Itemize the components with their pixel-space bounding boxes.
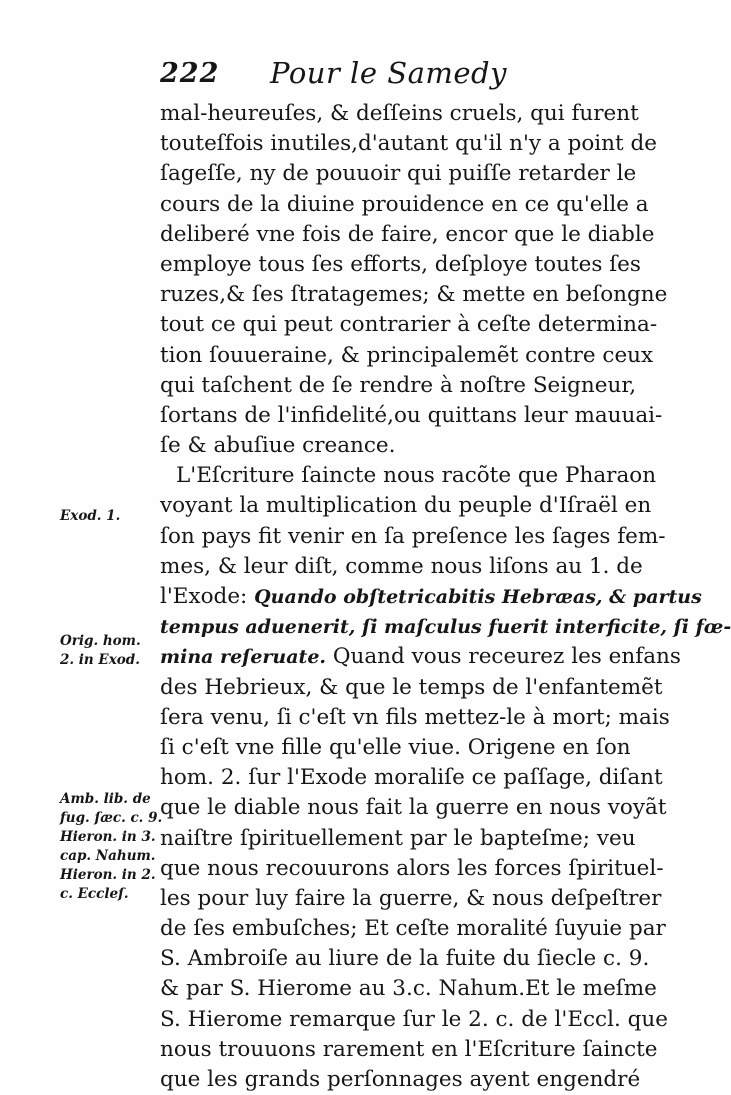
body-text bbox=[160, 99, 731, 1095]
text-line: ſon pays fit venir en ſa preſence les ſages fem- bbox=[160, 523, 666, 549]
running-head: Pour le Samedy bbox=[270, 56, 507, 90]
text-line: voyant la multiplication du peuple d'Iſraël en bbox=[160, 493, 652, 519]
page-number: 222 bbox=[160, 58, 220, 89]
page-header bbox=[160, 56, 580, 96]
text-segment: Quand vous receurez les enfans bbox=[326, 644, 681, 670]
text-line: les pour luy faire la guerre, & nous deſpeſtrer bbox=[160, 885, 662, 911]
latin-quote: tempus aduenerit, ſi maſculus fuerit interficite, ſi fœ- bbox=[160, 616, 731, 639]
text-line: touteſfois inutiles,d'autant qu'il n'y a point de bbox=[160, 131, 657, 157]
text-line: naiſtre ſpirituellement par le bapteſme; veu bbox=[160, 825, 636, 851]
text-line: que le diable nous fait la guerre en nous voyãt bbox=[160, 795, 667, 821]
margin-note-line: Orig. hom. bbox=[60, 633, 141, 649]
margin-note-line: cap. Nahum. bbox=[60, 848, 156, 864]
text-line: S. Hierome remarque ſur le 2. c. de l'Eccl. que bbox=[160, 1006, 668, 1032]
text-line bbox=[160, 612, 731, 642]
text-line bbox=[160, 582, 702, 612]
text-line: mes, & leur diſt, comme nous liſons au 1. de bbox=[160, 553, 643, 579]
margin-note-ambrose-jerome bbox=[60, 790, 163, 904]
margin-note-origen bbox=[60, 632, 156, 670]
margin-note-line: Exod. 1. bbox=[60, 508, 121, 524]
text-line: ſi c'eſt vne fille qu'elle viue. Origene en ſon bbox=[160, 734, 631, 760]
text-line: que nous recouurons alors les forces ſpirituel- bbox=[160, 855, 664, 881]
text-line: qui taſchent de ſe rendre à noſtre Seigneur, bbox=[160, 372, 637, 398]
text-line: ſageſſe, ny de pouuoir qui puiſſe retarder le bbox=[160, 161, 637, 187]
text-line: ruzes,& ſes ſtratagemes; & mette en beſongne bbox=[160, 282, 668, 308]
text-line: hom. 2. ſur l'Exode moraliſe ce paſſage, diſant bbox=[160, 765, 663, 791]
text-line: mal-heureuſes, & deſſeins cruels, qui furent bbox=[160, 101, 639, 126]
margin-note-line: c. Eccleſ. bbox=[60, 886, 129, 902]
text-line: nous trouuons rarement en l'Eſcriture ſaincte bbox=[160, 1036, 658, 1062]
margin-note-line: Hieron. in 3. bbox=[60, 829, 156, 845]
text-line: ſera venu, ſi c'eſt vn fils mettez-le à mort; mais bbox=[160, 704, 670, 730]
text-line: tion ſouueraine, & principalemẽt contre ceux bbox=[160, 342, 654, 368]
text-line: de ſes embuſches; Et ceſte moralité ſuyuie par bbox=[160, 916, 666, 942]
text-line: des Hebrieux, & que le temps de l'enfantemẽt bbox=[160, 674, 663, 700]
margin-note-line: Hieron. in 2. bbox=[60, 867, 156, 883]
text-line: que les grands perſonnages ayent engendré bbox=[160, 1067, 641, 1092]
text-line bbox=[160, 642, 681, 672]
latin-quote: mina reſeruate. bbox=[160, 646, 327, 669]
latin-quote: Quando obſtetricabitis Hebræas, & partus bbox=[254, 586, 702, 608]
text-line: employe tous ſes efforts, deſploye toutes ſes bbox=[160, 251, 641, 277]
margin-note-line: Amb. lib. de bbox=[60, 791, 151, 807]
text-line: ſe & abuſiue creance. bbox=[160, 433, 396, 459]
margin-note-line: 2. in Exod. bbox=[60, 652, 140, 668]
text-line: tout ce qui peut contrarier à ceſte determina- bbox=[160, 312, 658, 338]
text-line: ſortans de l'infidelité,ou quittans leur mauuai- bbox=[160, 402, 663, 428]
margin-note-line: fug. ſæc. c. 9. bbox=[60, 810, 163, 826]
text-line: & par S. Hierome au 3.c. Nahum.Et le meſme bbox=[160, 976, 657, 1002]
text-line: S. Ambroiſe au liure de la fuite du ſiecle c. 9. bbox=[160, 946, 650, 972]
text-line: L'Eſcriture ſaincte nous racõte que Pharaon bbox=[176, 463, 657, 489]
margin-note-exodus bbox=[60, 507, 156, 526]
text-line: deliberé vne fois de faire, encor que le diable bbox=[160, 221, 655, 247]
text-line: cours de la diuine prouidence en ce qu'elle a bbox=[160, 191, 649, 217]
text-segment: l'Exode: bbox=[160, 584, 255, 609]
